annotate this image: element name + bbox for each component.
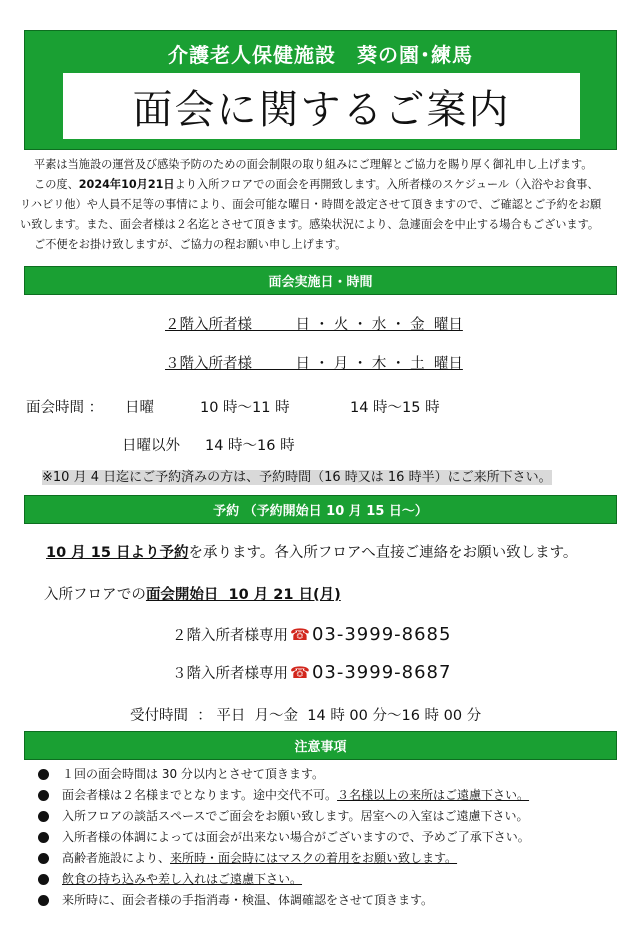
- phone-icon: ☎: [290, 625, 310, 644]
- list-item: 飲食の持ち込みや差し入れはご遠慮下さい。: [26, 869, 616, 890]
- visit-start: 入所フロアでの面会開始日 10 月 21 日(月): [44, 587, 341, 603]
- notices-band: 注意事項: [24, 731, 617, 760]
- intro-line-5: ご不便をお掛け致しますが、ご協力の程お願い申し上げます。: [34, 238, 347, 251]
- page-title: 面会に関するご案内: [132, 86, 511, 133]
- floor3-phone-line: ３階入所者様専用 ☎ 03-3999-8687: [172, 662, 452, 683]
- intro-line-1: 平素は当施設の運営及び感染予防のための面会制限の取り組みにご理解とご協力を賜り厚く御礼申し上げます。: [34, 158, 593, 171]
- phone-icon: ☎: [290, 663, 310, 682]
- list-item: 入所フロアの談話スペースでご面会をお願い致します。居室への入室はご遠慮下さい。: [26, 806, 616, 827]
- floor3-phone[interactable]: 03-3999-8687: [311, 662, 452, 683]
- sunday-slot-2: 14 時～15 時: [350, 400, 440, 416]
- facility-name: 介護老人保健施設 葵の園･練馬: [168, 43, 473, 67]
- bullet-icon: [38, 769, 49, 780]
- sunday-slot-1: 10 時～11 時: [200, 400, 290, 416]
- floor2-phone[interactable]: 03-3999-8685: [311, 624, 452, 645]
- reservation-band: 予約 （予約開始日 10 月 15 日～）: [24, 495, 617, 524]
- floor2-days: ２階入所者様 日 ・ 火 ・ 水 ・ 金 曜日: [165, 317, 463, 333]
- weekday-slot: 14 時～16 時: [205, 438, 295, 454]
- schedule-band: 面会実施日・時間: [24, 266, 617, 295]
- bullet-icon: [38, 790, 49, 801]
- intro-line-3: リハビリ他）や人員不足等の事情により、面会可能な曜日・時間を設定させて頂きますので、ご確認とご予約をお願: [20, 198, 602, 211]
- list-item: １回の面会時間は 30 分以内とさせて頂きます。: [26, 764, 616, 785]
- list-item: 入所者様の体調によっては面会が出来ない場合がございますので、予めご了承下さい。: [26, 827, 616, 848]
- notices-list: [26, 764, 616, 911]
- reservation-start: 10 月 15 日より予約を承ります。各入所フロアへ直接ご連絡をお願い致します。: [46, 545, 578, 561]
- reception-hours: 受付時間 ： 平日 月～金 14 時 00 分～16 時 00 分: [130, 708, 482, 724]
- reservation-note: ※10 月 4 日迄にご予約済みの方は、予約時間（16 時又は 16 時半）にご来所下さい。: [42, 470, 552, 485]
- title-box: [63, 73, 580, 139]
- hours-label: 面会時間 ：: [26, 400, 104, 416]
- floor2-phone-line: ２階入所者様専用 ☎ 03-3999-8685: [172, 624, 452, 645]
- bullet-icon: [38, 853, 49, 864]
- list-item: 高齢者施設により、来所時・面会時にはマスクの着用をお願い致します。: [26, 848, 616, 869]
- bullet-icon: [38, 874, 49, 885]
- bullet-icon: [38, 811, 49, 822]
- sunday-label: 日曜: [125, 400, 154, 416]
- intro-line-2: この度、2024年10月21日より入所フロアでの面会を再開致します。入所者様のスケジュール（入浴やお食事、: [34, 178, 599, 191]
- list-item: 来所時に、面会者様の手指消毒・検温、体調確認をさせて頂きます。: [26, 890, 616, 911]
- floor3-days: ３階入所者様 日 ・ 月 ・ 木 ・ 土 曜日: [165, 356, 463, 372]
- weekday-label: 日曜以外: [122, 438, 180, 454]
- bullet-icon: [38, 895, 49, 906]
- bullet-icon: [38, 832, 49, 843]
- intro-line-4: い致します。また、面会者様は２名迄とさせて頂きます。感染状況により、急遽面会を中止する場合もございます。: [20, 218, 600, 231]
- list-item: 面会者様は２名様までとなります。途中交代不可。３名様以上の来所はご遠慮下さい。: [26, 785, 616, 806]
- intro-text: [20, 155, 623, 255]
- reopen-date: 2024年10月21日: [78, 178, 175, 191]
- header-banner: [24, 30, 617, 150]
